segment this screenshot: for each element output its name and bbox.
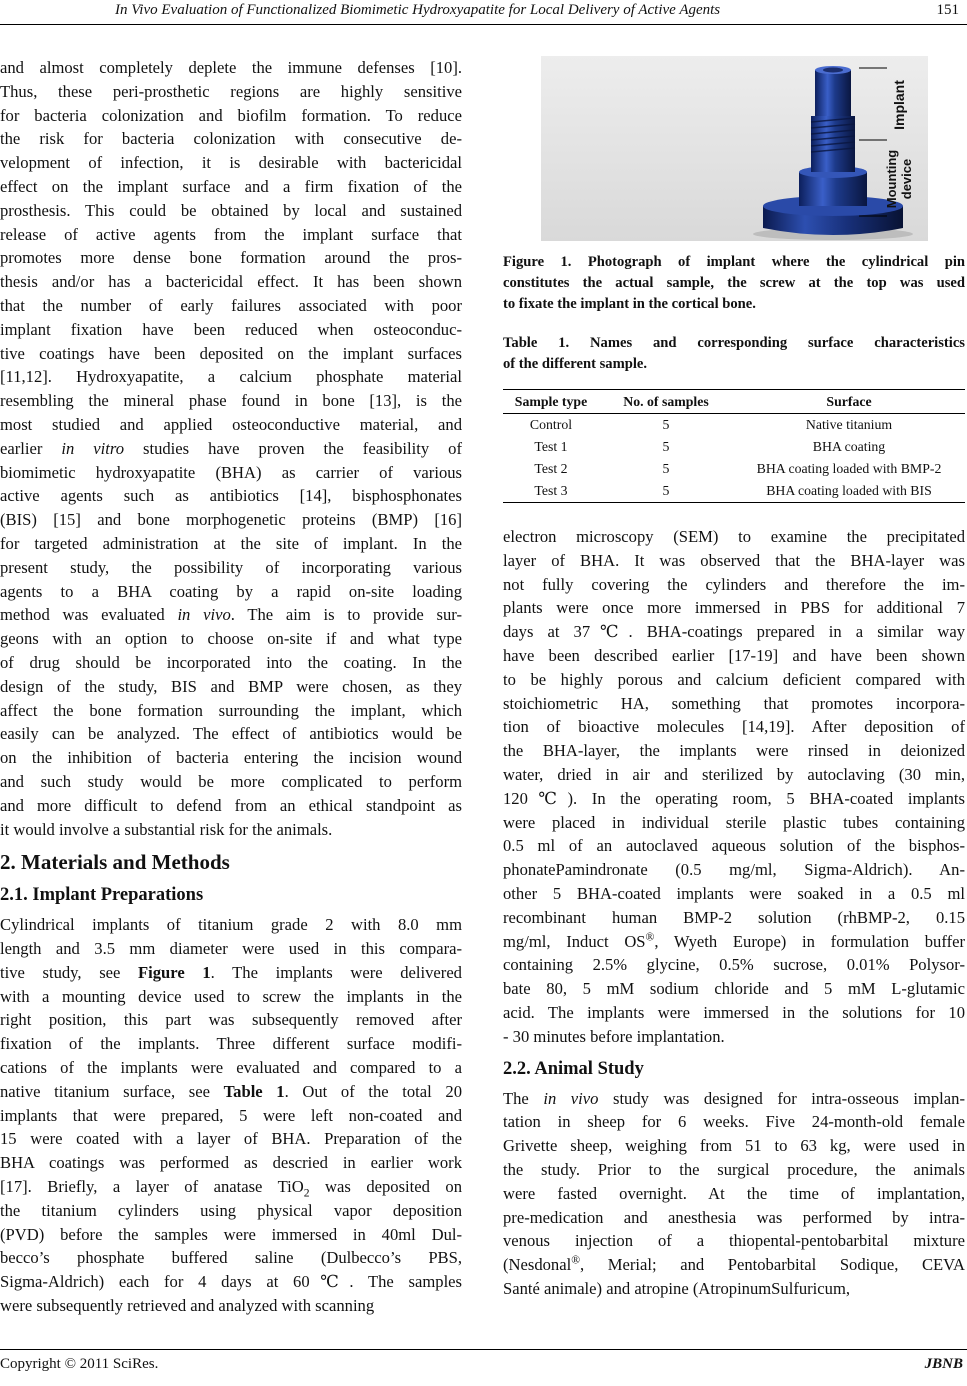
copyright-notice: Copyright © 2011 SciRes. — [0, 1356, 159, 1372]
text-line: tation in sheep for 6 weeks. Five 24-month-old female — [503, 1112, 965, 1132]
table-header-cell: Sample type — [514, 394, 588, 409]
animal-study-paragraph — [503, 1087, 965, 1301]
table-cell: BHA coating loaded with BIS — [766, 483, 932, 498]
text-line: (PVD) before the samples were immersed in 40ml Dul- — [0, 1224, 462, 1244]
text-line: The in vivo study was designed for intra-osseous implan- — [503, 1088, 965, 1108]
table-cell: Test 2 — [534, 461, 568, 476]
text-line: agents to a BHA coating by a rapid on-site loading — [0, 581, 462, 601]
text-line: that the number of early failures associated with poor — [0, 295, 462, 315]
header-rule — [0, 24, 967, 25]
table-1-caption — [503, 333, 965, 375]
table-1 — [503, 389, 965, 503]
table-header-cell: No. of samples — [623, 394, 709, 409]
text-line: cations of the implants were evaluated and compared to a — [0, 1058, 462, 1078]
text-line: mg/ml, Induct OS®, Wyeth Europe) in formulation buffer — [503, 930, 965, 951]
text-line: implant fixation have been reduced when osteoconduc- — [0, 319, 462, 339]
figure-1-photo — [541, 56, 928, 241]
text-line: for targeted administration at the site of implant. In the — [0, 533, 462, 553]
text-line: bate 80, 5 mM sodium chloride and 5 mM L-glutamic — [503, 979, 965, 999]
text-line: native titanium surface, see Table 1. Out of the total 20 — [0, 1081, 462, 1101]
text-line: have been described earlier [17-19] and have been shown — [503, 645, 965, 665]
text-line: geons with an option to choose on-site if and what type — [0, 629, 462, 649]
table-cell: BHA coating loaded with BMP-2 — [756, 461, 942, 476]
text-line: most studied and applied osteoconductive material, and — [0, 414, 462, 434]
mounting-device-label: Mounting device — [884, 149, 914, 209]
text-line: to be highly porous and calcium deficient compared with — [503, 669, 965, 689]
text-line: electron microscopy (SEM) to examine the precipitated — [503, 527, 965, 546]
page-number: 151 — [936, 2, 959, 18]
implant-photo-illustration — [541, 56, 928, 241]
table-cell: 5 — [662, 439, 670, 454]
table-row — [503, 458, 965, 480]
text-line: design of the study, BIS and BMP were chosen, as they — [0, 676, 462, 696]
implant-label: Implant — [891, 80, 907, 130]
table-cell: BHA coating — [812, 439, 886, 454]
text-line: and such study would be more complicated to perform — [0, 771, 462, 791]
table-cell: 5 — [662, 483, 670, 498]
text-line: and more difficult to defend from an ethical standpoint as — [0, 795, 462, 815]
text-line: of drug should be incorporated into the coating. In the — [0, 652, 462, 672]
text-line: were fasted overnight. At the time of implantation, — [503, 1183, 965, 1203]
text-line: of the different sample. — [503, 356, 648, 372]
text-line: resembling the mineral phase found in bone [13], is the — [0, 391, 462, 411]
table-cell: Test 1 — [534, 439, 568, 454]
text-line: acid. The implants were immersed in the solutions for 10 — [503, 1002, 965, 1022]
left-column — [0, 56, 462, 1318]
text-line: velopment of infection, it is desirable with bactericidal — [0, 153, 462, 173]
text-line: (BIS) [15] and bone morphogenetic proteins (BMP) [16] — [0, 510, 462, 530]
text-line: tive coatings have been deposited on the implant surfaces — [0, 343, 462, 363]
text-line: promotes more dense bone formation around the pros- — [0, 248, 462, 268]
text-line: with a mounting device used to screw the implants in the — [0, 986, 462, 1006]
text-line: Table 1. Names and corresponding surface characteristics — [503, 335, 965, 351]
text-line: for bacteria colonization and biofilm formation. To reduce — [0, 105, 462, 125]
text-line: effect on the implant surface and a firm fixation of the — [0, 176, 462, 196]
subsection-heading-animal-study: 2.2. Animal Study — [503, 1058, 644, 1079]
text-line: tion of bioactive molecules [14,19]. After deposition of — [503, 717, 965, 737]
table-cell: Control — [529, 417, 573, 432]
table-row — [503, 414, 965, 437]
text-line: other 5 BHA-coated implants were soaked in a 0.5 ml — [503, 883, 965, 903]
text-line: present study, the possibility of incorporating various — [0, 557, 462, 577]
text-line: layer of BHA. It was observed that the BHA-layer was — [503, 550, 965, 570]
text-line: the titanium cylinders using physical vapor deposition — [0, 1200, 462, 1220]
text-line: the BHA-layer, the implants were rinsed in deionized — [503, 741, 965, 761]
text-line: were placed in individual sterile plastic tubes containing — [503, 812, 965, 832]
journal-name: JBNB — [924, 1356, 963, 1372]
text-line: easily can be analyzed. The effect of antibiotics would be — [0, 724, 462, 744]
text-line: stoichiometric HA, something that promotes incorpora- — [503, 693, 965, 713]
text-line: thesis and/or has a bactericidal effect. It has been shown — [0, 272, 462, 292]
intro-paragraph — [0, 56, 462, 841]
text-line: [11,12]. Hydroxyapatite, a calcium phosphate material — [0, 367, 462, 387]
text-line: method was evaluated in vivo. The aim is to provide sur- — [0, 605, 462, 625]
text-line: (Nesdonal®, Merial; and Pentobarbital Sodique, CEVA — [503, 1253, 965, 1275]
text-line: earlier in vitro studies have proven the feasibility of — [0, 438, 462, 458]
text-line: Figure 1. Photograph of implant where the cylindrical pin — [503, 254, 965, 270]
sem-paragraph — [503, 525, 965, 1049]
text-line: Sigma-Aldrich) each for 4 days at 60℃. The samples — [0, 1272, 462, 1292]
text-line: - 30 minutes before implantation. — [503, 1026, 725, 1046]
right-column — [503, 56, 965, 1301]
text-line: the risk for bacteria colonization with consecutive de- — [0, 129, 462, 149]
text-line: 15 were coated with a layer of BHA. Preparation of the — [0, 1129, 462, 1149]
text-line: release of active agents from the implant surface that — [0, 224, 462, 244]
subsection-heading-implant-preparations: 2.1. Implant Preparations — [0, 885, 204, 906]
text-line: implants that were prepared, 5 were left non-coated and — [0, 1105, 462, 1125]
text-line: [17]. Briefly, a layer of anatase TiO$_2$ was deposited on — [0, 1177, 462, 1200]
text-line: BHA coatings was performed as descried in earlier work — [0, 1153, 462, 1173]
text-line: recombinant human BMP-2 solution (rhBMP-2, 0.15 — [503, 907, 965, 927]
text-line: Cylindrical implants of titanium grade 2 with 8.0 mm — [0, 915, 462, 935]
table-header-row — [503, 390, 965, 414]
text-line: length and 3.5 mm diameter were used in this compara- — [0, 939, 462, 959]
text-line: pre-medication and anesthesia was performed by intra- — [503, 1207, 965, 1227]
text-line: 120℃). In the operating room, 5 BHA-coated implants — [503, 788, 965, 808]
figure-1-caption — [503, 252, 965, 315]
table-cell: Native titanium — [805, 417, 893, 432]
text-line: containing 2.5% glycine, 0.5% sucrose, 0.01% Polysor- — [503, 955, 965, 975]
implant-preparations-paragraph — [0, 913, 462, 1318]
text-line: 0.5 ml of an autoclaved aqueous solution of the bisphos- — [503, 836, 965, 856]
text-line: to fixate the implant in the cortical bone. — [503, 296, 756, 312]
text-line: plants were once more immersed in PBS for additional 7 — [503, 598, 965, 618]
text-line: water, dried in air and sterilized by autoclaving (30 min, — [503, 764, 965, 784]
text-line: active agents such as antibiotics [14], bisphosphonates — [0, 486, 462, 506]
text-line: and almost completely deplete the immune defenses [10]. — [0, 58, 462, 77]
text-line: becco’s phosphate buffered saline (Dulbecco’s PBS, — [0, 1248, 462, 1268]
text-line: not fully covering the cylinders and therefore the im- — [503, 574, 965, 594]
text-line: fixation of the implants. Three different surface modifi- — [0, 1034, 462, 1054]
text-line: prosthesis. This could be obtained by local and sustained — [0, 200, 462, 220]
running-title: In Vivo Evaluation of Functionalized Biomimetic Hydroxyapatite for Local Delivery of Active Agents — [115, 2, 721, 18]
text-line: were subsequently retrieved and analyzed with scanning — [0, 1296, 375, 1316]
footer-rule — [0, 1349, 967, 1350]
text-line: venous injection of a thiopental-pentobarbital mixture — [503, 1231, 965, 1251]
table-cell: 5 — [662, 461, 670, 476]
text-line: phonatePamindronate (0.5 mg/ml, Sigma-Aldrich). An- — [503, 860, 965, 880]
text-line: biomimetic hydroxyapatite (BHA) as carrier of various — [0, 462, 462, 482]
text-line: Grivette sheep, weighing from 51 to 63 kg, were used in — [503, 1136, 965, 1156]
text-line: Santé animale) and atropine (AtropinumSulfuricum, — [503, 1278, 850, 1298]
text-line: days at 37℃. BHA-coatings prepared in a similar way — [503, 622, 965, 642]
section-heading-materials-methods: 2. Materials and Methods — [0, 850, 230, 875]
text-line: on the inhibition of bacteria entering the incision wound — [0, 748, 462, 768]
text-line: affect the bone formation surrounding the implant, which — [0, 700, 462, 720]
text-line: it would involve a substantial risk for the animals. — [0, 819, 333, 839]
table-row — [503, 480, 965, 503]
text-line: the study. Prior to the surgical procedure, the animals — [503, 1159, 965, 1179]
text-line: constitutes the actual sample, the screw at the top was used — [503, 275, 965, 291]
table-cell: Test 3 — [534, 483, 568, 498]
text-line: right position, this part was subsequently removed after — [0, 1010, 462, 1030]
table-cell: 5 — [662, 417, 670, 432]
text-line: Thus, these peri-prosthetic regions are highly sensitive — [0, 81, 462, 101]
table-row — [503, 436, 965, 458]
text-line: tive study, see Figure 1. The implants were delivered — [0, 962, 462, 982]
table-header-cell: Surface — [826, 394, 872, 409]
